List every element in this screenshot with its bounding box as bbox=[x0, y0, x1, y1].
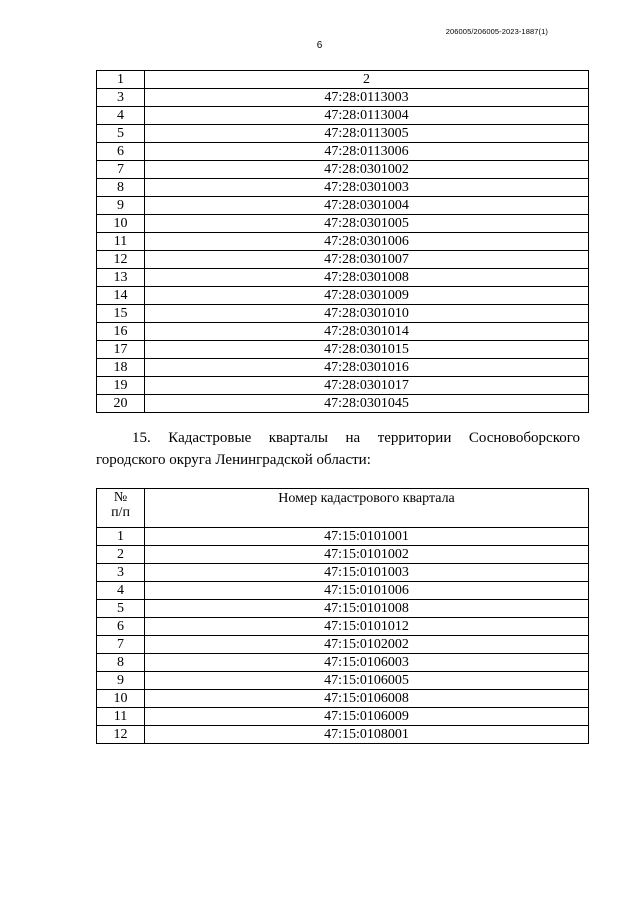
column-number-header: 1 bbox=[97, 71, 145, 89]
cadastral-number-cell: 47:28:0301016 bbox=[145, 359, 589, 377]
table-row bbox=[97, 546, 589, 564]
table-row bbox=[97, 654, 589, 672]
cadastral-number-cell: 47:15:0101003 bbox=[145, 564, 589, 582]
table-row bbox=[97, 708, 589, 726]
row-number-cell: 15 bbox=[97, 305, 145, 323]
row-number-header-line: п/п bbox=[111, 505, 130, 520]
row-number-cell: 12 bbox=[97, 726, 145, 744]
table-row bbox=[97, 341, 589, 359]
table-row bbox=[97, 618, 589, 636]
table-row bbox=[97, 636, 589, 654]
row-number-cell: 4 bbox=[97, 107, 145, 125]
page-number: 6 bbox=[316, 40, 323, 51]
table-row bbox=[97, 582, 589, 600]
row-number-cell: 6 bbox=[97, 618, 145, 636]
row-number-cell: 19 bbox=[97, 377, 145, 395]
cadastral-number-cell: 47:28:0113006 bbox=[145, 143, 589, 161]
table-row bbox=[97, 726, 589, 744]
cadastral-number-cell: 47:15:0101008 bbox=[145, 600, 589, 618]
row-number-cell: 14 bbox=[97, 287, 145, 305]
table-row bbox=[97, 269, 589, 287]
row-number-cell: 10 bbox=[97, 215, 145, 233]
table-row bbox=[97, 323, 589, 341]
row-number-cell: 9 bbox=[97, 672, 145, 690]
cadastral-number-cell: 47:28:0301007 bbox=[145, 251, 589, 269]
table-row bbox=[97, 305, 589, 323]
cadastral-number-cell: 47:28:0301014 bbox=[145, 323, 589, 341]
row-number-cell: 3 bbox=[97, 89, 145, 107]
cadastral-number-cell: 47:15:0106008 bbox=[145, 690, 589, 708]
cadastral-number-cell: 47:28:0301017 bbox=[145, 377, 589, 395]
table-row bbox=[97, 287, 589, 305]
document-id: 206005/206005-2023-1887(1) bbox=[445, 27, 548, 36]
row-number-cell: 18 bbox=[97, 359, 145, 377]
table-row bbox=[97, 215, 589, 233]
table-row bbox=[97, 89, 589, 107]
table-row bbox=[97, 179, 589, 197]
cadastral-number-cell: 47:15:0106009 bbox=[145, 708, 589, 726]
cadastral-number-cell: 47:15:0106005 bbox=[145, 672, 589, 690]
cadastral-number-header: Номер кадастрового квартала bbox=[145, 489, 589, 528]
cadastral-number-cell: 47:15:0108001 bbox=[145, 726, 589, 744]
row-number-cell: 11 bbox=[97, 708, 145, 726]
table-row bbox=[97, 672, 589, 690]
table-row bbox=[97, 161, 589, 179]
row-number-cell: 17 bbox=[97, 341, 145, 359]
cadastral-number-cell: 47:28:0301045 bbox=[145, 395, 589, 413]
row-number-cell: 1 bbox=[97, 528, 145, 546]
table-row bbox=[97, 125, 589, 143]
cadastral-number-cell: 47:28:0113003 bbox=[145, 89, 589, 107]
table-row bbox=[97, 600, 589, 618]
row-number-cell: 6 bbox=[97, 143, 145, 161]
sosnovy-bor-cadastral-table bbox=[96, 488, 589, 744]
row-number-cell: 5 bbox=[97, 600, 145, 618]
cadastral-number-cell: 47:28:0301009 bbox=[145, 287, 589, 305]
cadastral-number-cell: 47:15:0101006 bbox=[145, 582, 589, 600]
row-number-cell: 3 bbox=[97, 564, 145, 582]
table-header-row bbox=[97, 71, 589, 89]
table-row bbox=[97, 233, 589, 251]
table-row bbox=[97, 564, 589, 582]
table-row bbox=[97, 690, 589, 708]
row-number-cell: 5 bbox=[97, 125, 145, 143]
table-row bbox=[97, 395, 589, 413]
cadastral-number-cell: 47:15:0102002 bbox=[145, 636, 589, 654]
row-number-header-line: № bbox=[113, 490, 128, 505]
cadastral-number-cell: 47:28:0301002 bbox=[145, 161, 589, 179]
table-header-row bbox=[97, 489, 589, 528]
row-number-cell: 11 bbox=[97, 233, 145, 251]
row-number-cell: 16 bbox=[97, 323, 145, 341]
table-row bbox=[97, 377, 589, 395]
cadastral-number-cell: 47:15:0106003 bbox=[145, 654, 589, 672]
section-text-line: городского округа Ленинградской области: bbox=[96, 452, 371, 468]
row-number-cell: 2 bbox=[97, 546, 145, 564]
cadastral-number-cell: 47:28:0301005 bbox=[145, 215, 589, 233]
row-number-cell: 12 bbox=[97, 251, 145, 269]
cadastral-number-cell: 47:28:0301008 bbox=[145, 269, 589, 287]
cadastral-table-continued bbox=[96, 70, 589, 413]
row-number-cell: 8 bbox=[97, 179, 145, 197]
section-text-line: 15. Кадастровые кварталы на территории Сосновоборского bbox=[132, 430, 580, 446]
row-number-cell: 13 bbox=[97, 269, 145, 287]
row-number-cell: 8 bbox=[97, 654, 145, 672]
cadastral-number-cell: 47:28:0113004 bbox=[145, 107, 589, 125]
row-number-header bbox=[97, 489, 145, 528]
row-number-cell: 7 bbox=[97, 161, 145, 179]
table-row bbox=[97, 197, 589, 215]
row-number-cell: 4 bbox=[97, 582, 145, 600]
table-row bbox=[97, 359, 589, 377]
cadastral-number-cell: 47:28:0301003 bbox=[145, 179, 589, 197]
table-row bbox=[97, 143, 589, 161]
cadastral-number-cell: 47:28:0301004 bbox=[145, 197, 589, 215]
row-number-cell: 10 bbox=[97, 690, 145, 708]
table-row bbox=[97, 528, 589, 546]
cadastral-number-cell: 47:15:0101012 bbox=[145, 618, 589, 636]
table-row bbox=[97, 107, 589, 125]
cadastral-number-cell: 47:28:0113005 bbox=[145, 125, 589, 143]
table-row bbox=[97, 251, 589, 269]
cadastral-number-cell: 47:15:0101001 bbox=[145, 528, 589, 546]
cadastral-number-cell: 47:28:0301006 bbox=[145, 233, 589, 251]
row-number-cell: 20 bbox=[97, 395, 145, 413]
cadastral-number-cell: 47:28:0301015 bbox=[145, 341, 589, 359]
column-number-header: 2 bbox=[145, 71, 589, 89]
cadastral-number-cell: 47:15:0101002 bbox=[145, 546, 589, 564]
row-number-cell: 9 bbox=[97, 197, 145, 215]
row-number-cell: 7 bbox=[97, 636, 145, 654]
section-15-heading bbox=[96, 427, 580, 471]
cadastral-number-cell: 47:28:0301010 bbox=[145, 305, 589, 323]
